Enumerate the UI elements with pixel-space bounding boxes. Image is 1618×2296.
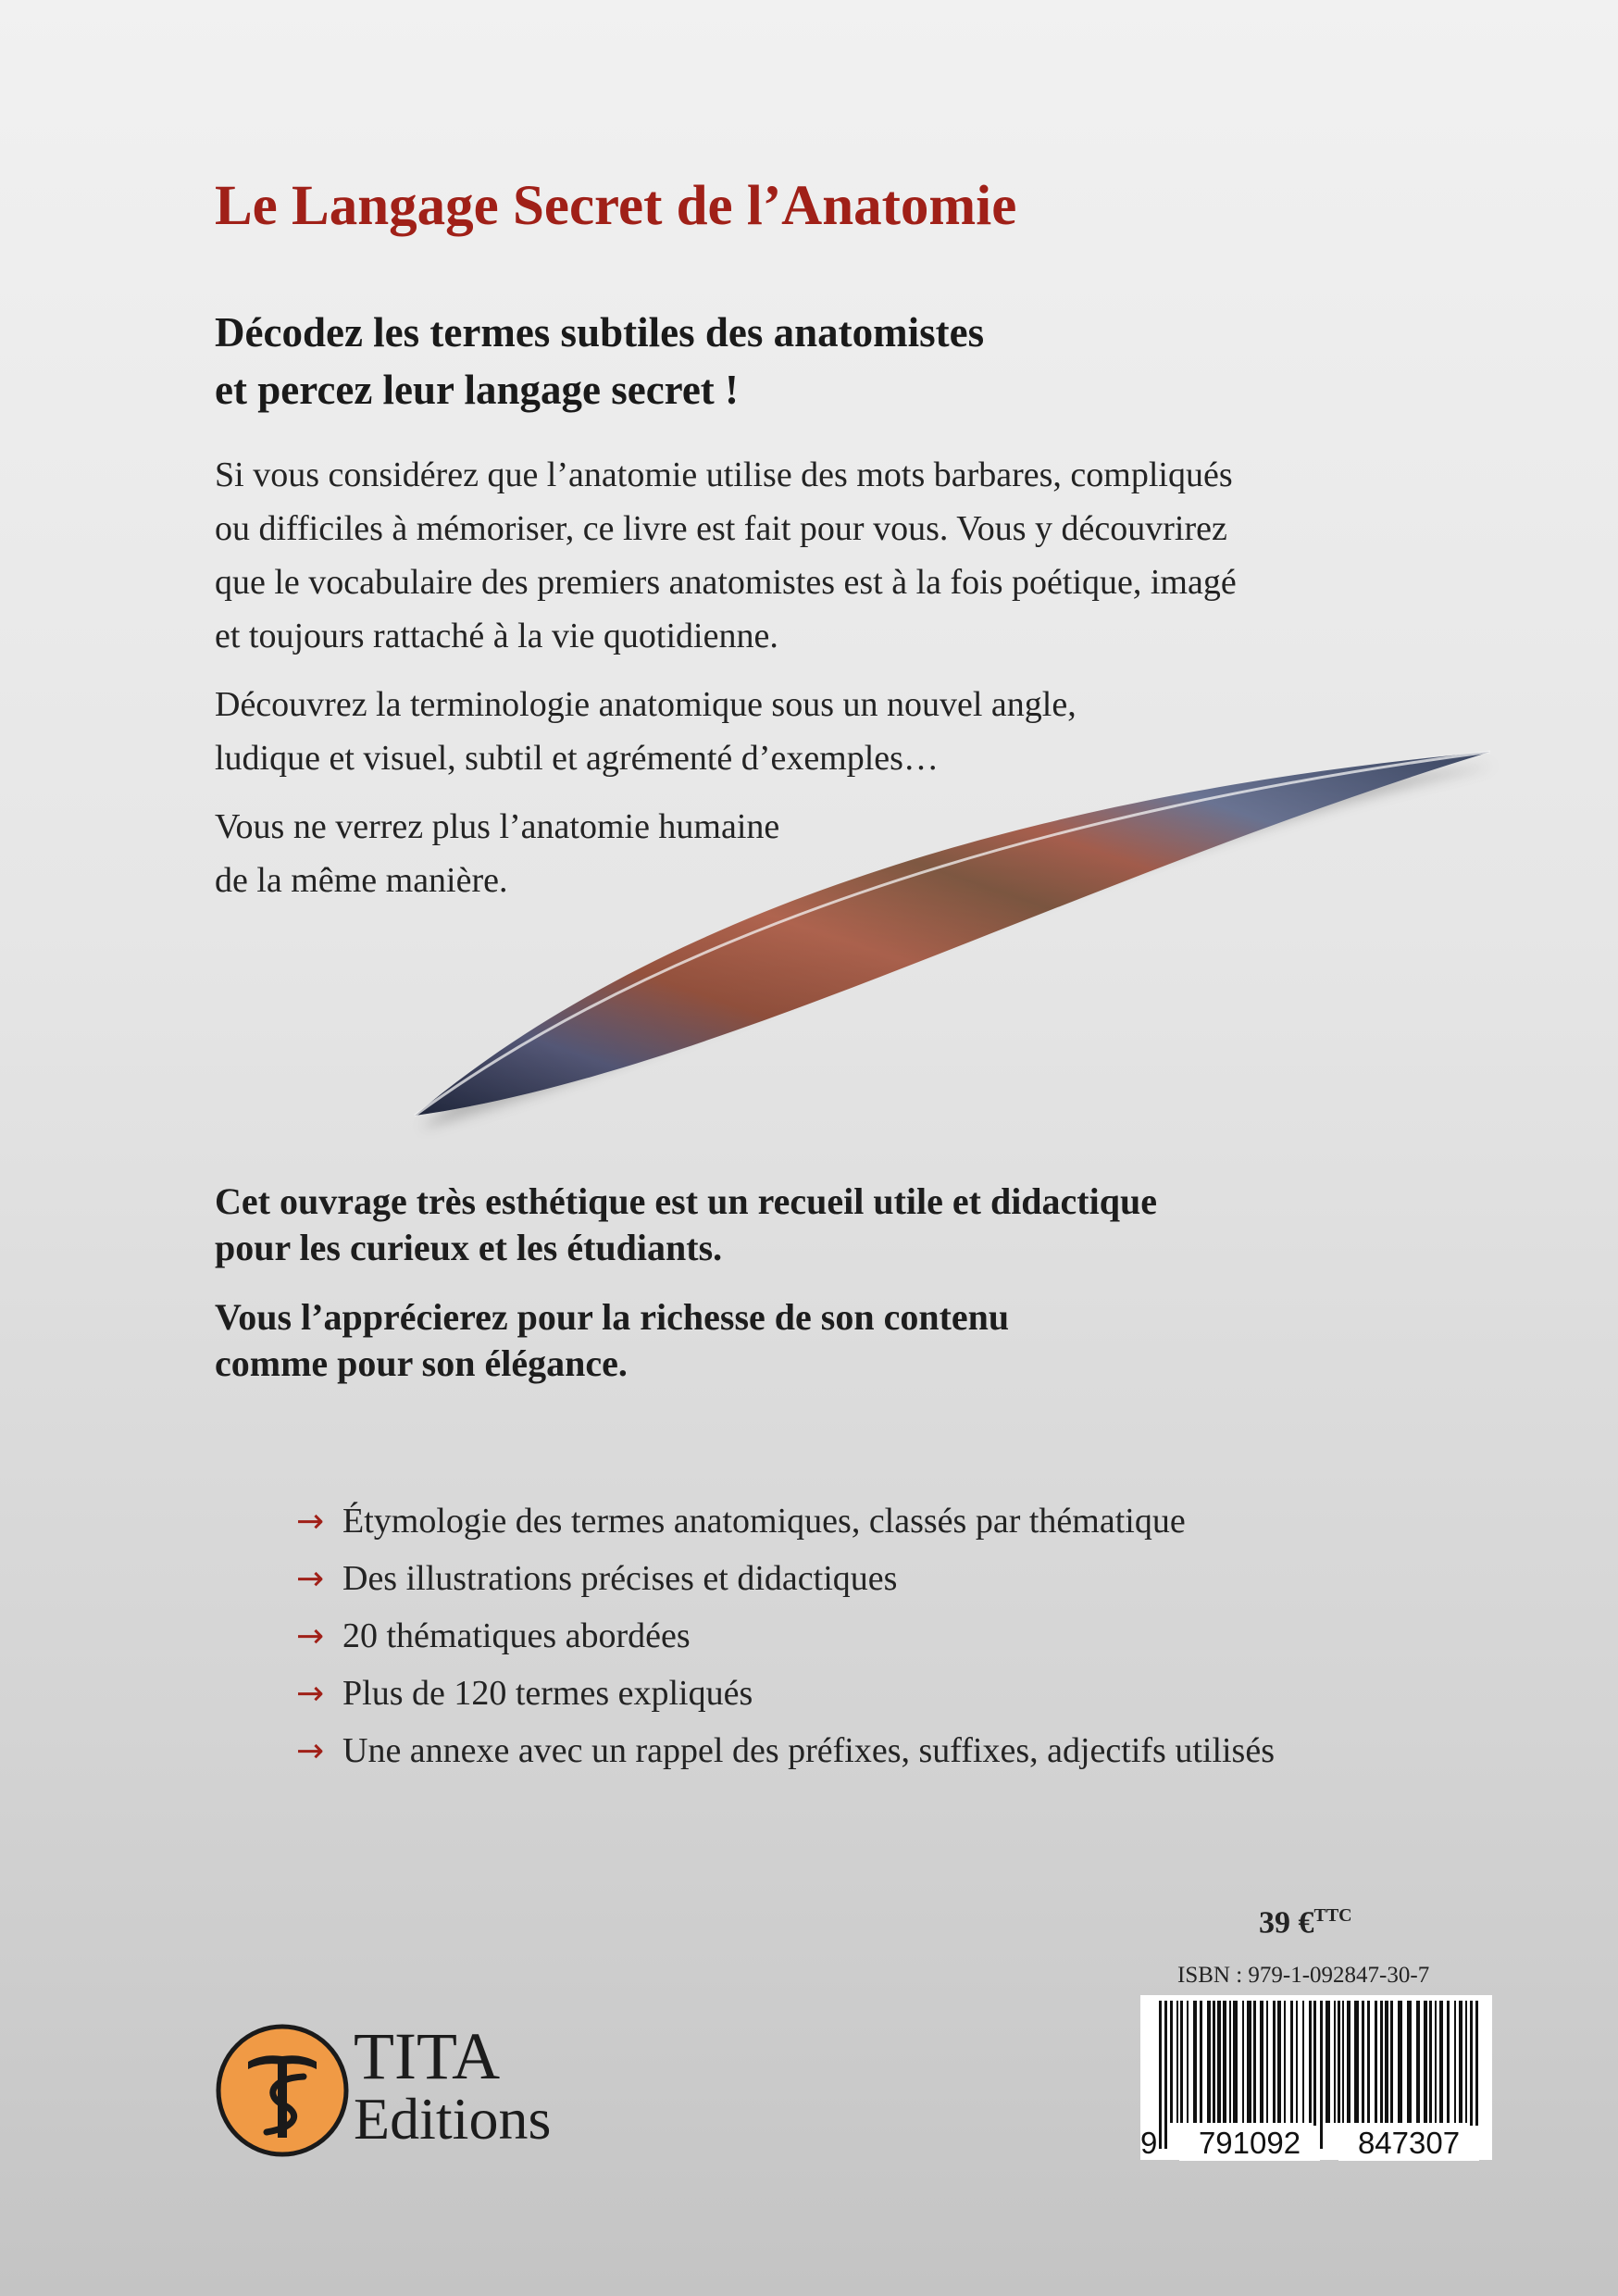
barcode-bar bbox=[1284, 2001, 1286, 2123]
barcode-bar bbox=[1309, 2001, 1312, 2123]
price bbox=[1259, 1905, 1352, 1940]
barcode-bar bbox=[1266, 2001, 1268, 2123]
barcode-bar bbox=[1459, 2001, 1462, 2123]
barcode-bar bbox=[1277, 2001, 1281, 2123]
barcode-bar bbox=[1229, 2001, 1231, 2123]
barcode-right-digits: 847307 bbox=[1338, 2126, 1479, 2161]
barcode-bar bbox=[1390, 2001, 1393, 2123]
isbn: ISBN : 979-1-092847-30-7 bbox=[1177, 1963, 1430, 1988]
text-line: Cet ouvrage très esthétique est un recueil utile et didactique bbox=[215, 1180, 1157, 1222]
barcode-bar bbox=[1187, 2001, 1189, 2123]
barcode-bar bbox=[1296, 2001, 1298, 2123]
arrow-right-icon: → bbox=[296, 1560, 325, 1598]
tagline-line: et percez leur langage secret ! bbox=[215, 367, 740, 413]
arrow-right-icon: → bbox=[296, 1675, 325, 1713]
barcode-bar bbox=[1407, 2001, 1412, 2123]
barcode-bar bbox=[1454, 2001, 1456, 2123]
barcode-bar bbox=[1290, 2001, 1293, 2123]
barcode-bar bbox=[1273, 2001, 1276, 2123]
barcode-bar bbox=[1435, 2001, 1437, 2123]
text-line: comme pour son élégance. bbox=[215, 1342, 628, 1384]
barcode-bar bbox=[1207, 2001, 1211, 2123]
highlight-text bbox=[215, 1179, 1157, 1410]
arrow-right-icon: → bbox=[296, 1617, 325, 1655]
barcode-bar bbox=[1233, 2001, 1238, 2123]
barcode-bar bbox=[1213, 2001, 1215, 2123]
feature-list bbox=[296, 1492, 1275, 1779]
barcode-digits bbox=[1140, 2126, 1492, 2163]
barcode-bar bbox=[1380, 2001, 1383, 2123]
tagline-line: Décodez les termes subtiles des anatomistes bbox=[215, 309, 985, 356]
feature-text: Des illustrations précises et didactiques bbox=[342, 1559, 898, 1598]
book-title: Le Langage Secret de l’Anatomie bbox=[215, 175, 1017, 237]
price-value: 39 € bbox=[1259, 1905, 1314, 1940]
highlight-paragraph bbox=[215, 1294, 1157, 1387]
text-line: et toujours rattaché à la vie quotidienne. bbox=[215, 617, 778, 655]
tissue-slit-illustration bbox=[407, 741, 1500, 1139]
text-line: Vous ne verrez plus l’anatomie humaine bbox=[215, 807, 780, 846]
barcode-bar bbox=[1338, 2001, 1340, 2123]
barcode-bar bbox=[1398, 2001, 1402, 2123]
barcode-bar bbox=[1200, 2001, 1202, 2123]
text-line: ou difficiles à mémoriser, ce livre est fait pour vous. Vous y découvrirez bbox=[215, 509, 1227, 548]
feature-text: Une annexe avec un rappel des préfixes, suffixes, adjectifs utilisés bbox=[342, 1731, 1275, 1770]
text-line: Vous l’apprécierez pour la richesse de son contenu bbox=[215, 1296, 1010, 1338]
barcode-bar bbox=[1253, 2001, 1256, 2123]
logo-name: TITA bbox=[354, 2019, 501, 2093]
barcode-bar bbox=[1223, 2001, 1226, 2123]
barcode-bar bbox=[1260, 2001, 1263, 2123]
barcode-bar bbox=[1385, 2001, 1388, 2123]
feature-text: 20 thématiques abordées bbox=[342, 1616, 691, 1655]
barcode-bar bbox=[1193, 2001, 1197, 2123]
barcode-bar bbox=[1439, 2001, 1443, 2123]
text-line: pour les curieux et les étudiants. bbox=[215, 1227, 723, 1268]
barcode-bar bbox=[1447, 2001, 1450, 2123]
arrow-right-icon: → bbox=[296, 1732, 325, 1770]
barcode-first-digit: 9 bbox=[1140, 2126, 1158, 2160]
publisher-logo bbox=[354, 2019, 552, 2152]
text-line: Découvrez la terminologie anatomique sous un nouvel angle, bbox=[215, 685, 1077, 724]
barcode-bar bbox=[1247, 2001, 1251, 2123]
barcode-bar bbox=[1170, 2001, 1173, 2123]
feature-item bbox=[296, 1722, 1275, 1779]
highlight-paragraph bbox=[215, 1179, 1157, 1271]
feature-item bbox=[296, 1492, 1275, 1550]
barcode-bar bbox=[1342, 2001, 1344, 2123]
barcode-bar bbox=[1424, 2001, 1427, 2123]
barcode-bar bbox=[1429, 2001, 1432, 2123]
barcode-bar bbox=[1326, 2001, 1330, 2123]
tagline bbox=[215, 304, 984, 418]
text-line: de la même manière. bbox=[215, 861, 508, 900]
barcode-bar bbox=[1362, 2001, 1364, 2123]
feature-text: Étymologie des termes anatomiques, classés par thématique bbox=[342, 1502, 1186, 1541]
text-line: Si vous considérez que l’anatomie utilise des mots barbares, compliqués bbox=[215, 455, 1233, 494]
barcode-left-digits: 791092 bbox=[1179, 2126, 1320, 2161]
barcode-bar bbox=[1416, 2001, 1420, 2123]
barcode-bar bbox=[1354, 2001, 1359, 2123]
barcode-bar bbox=[1176, 2001, 1178, 2123]
barcode-bar bbox=[1217, 2001, 1221, 2123]
feature-text: Plus de 120 termes expliqués bbox=[342, 1674, 753, 1713]
caduceus-t-icon bbox=[215, 2023, 350, 2158]
logo-subname: Editions bbox=[354, 2086, 552, 2152]
arrow-right-icon: → bbox=[296, 1503, 325, 1541]
barcode-bar bbox=[1180, 2001, 1183, 2123]
barcode-bar bbox=[1242, 2001, 1244, 2123]
barcode-bar bbox=[1367, 2001, 1370, 2123]
feature-item bbox=[296, 1665, 1275, 1722]
intro-paragraph bbox=[215, 448, 1437, 663]
price-tax-suffix: TTC bbox=[1313, 1905, 1352, 1926]
barcode-bar bbox=[1334, 2001, 1336, 2123]
text-line: ludique et visuel, subtil et agrémenté d’exemples… bbox=[215, 739, 939, 778]
barcode-bar bbox=[1465, 2001, 1467, 2123]
text-line: que le vocabulaire des premiers anatomistes est à la fois poétique, imagé bbox=[215, 563, 1237, 602]
barcode-bar bbox=[1347, 2001, 1350, 2123]
feature-item bbox=[296, 1607, 1275, 1665]
barcode-bar bbox=[1375, 2001, 1377, 2123]
feature-item bbox=[296, 1550, 1275, 1607]
barcode-bar bbox=[1302, 2001, 1304, 2123]
